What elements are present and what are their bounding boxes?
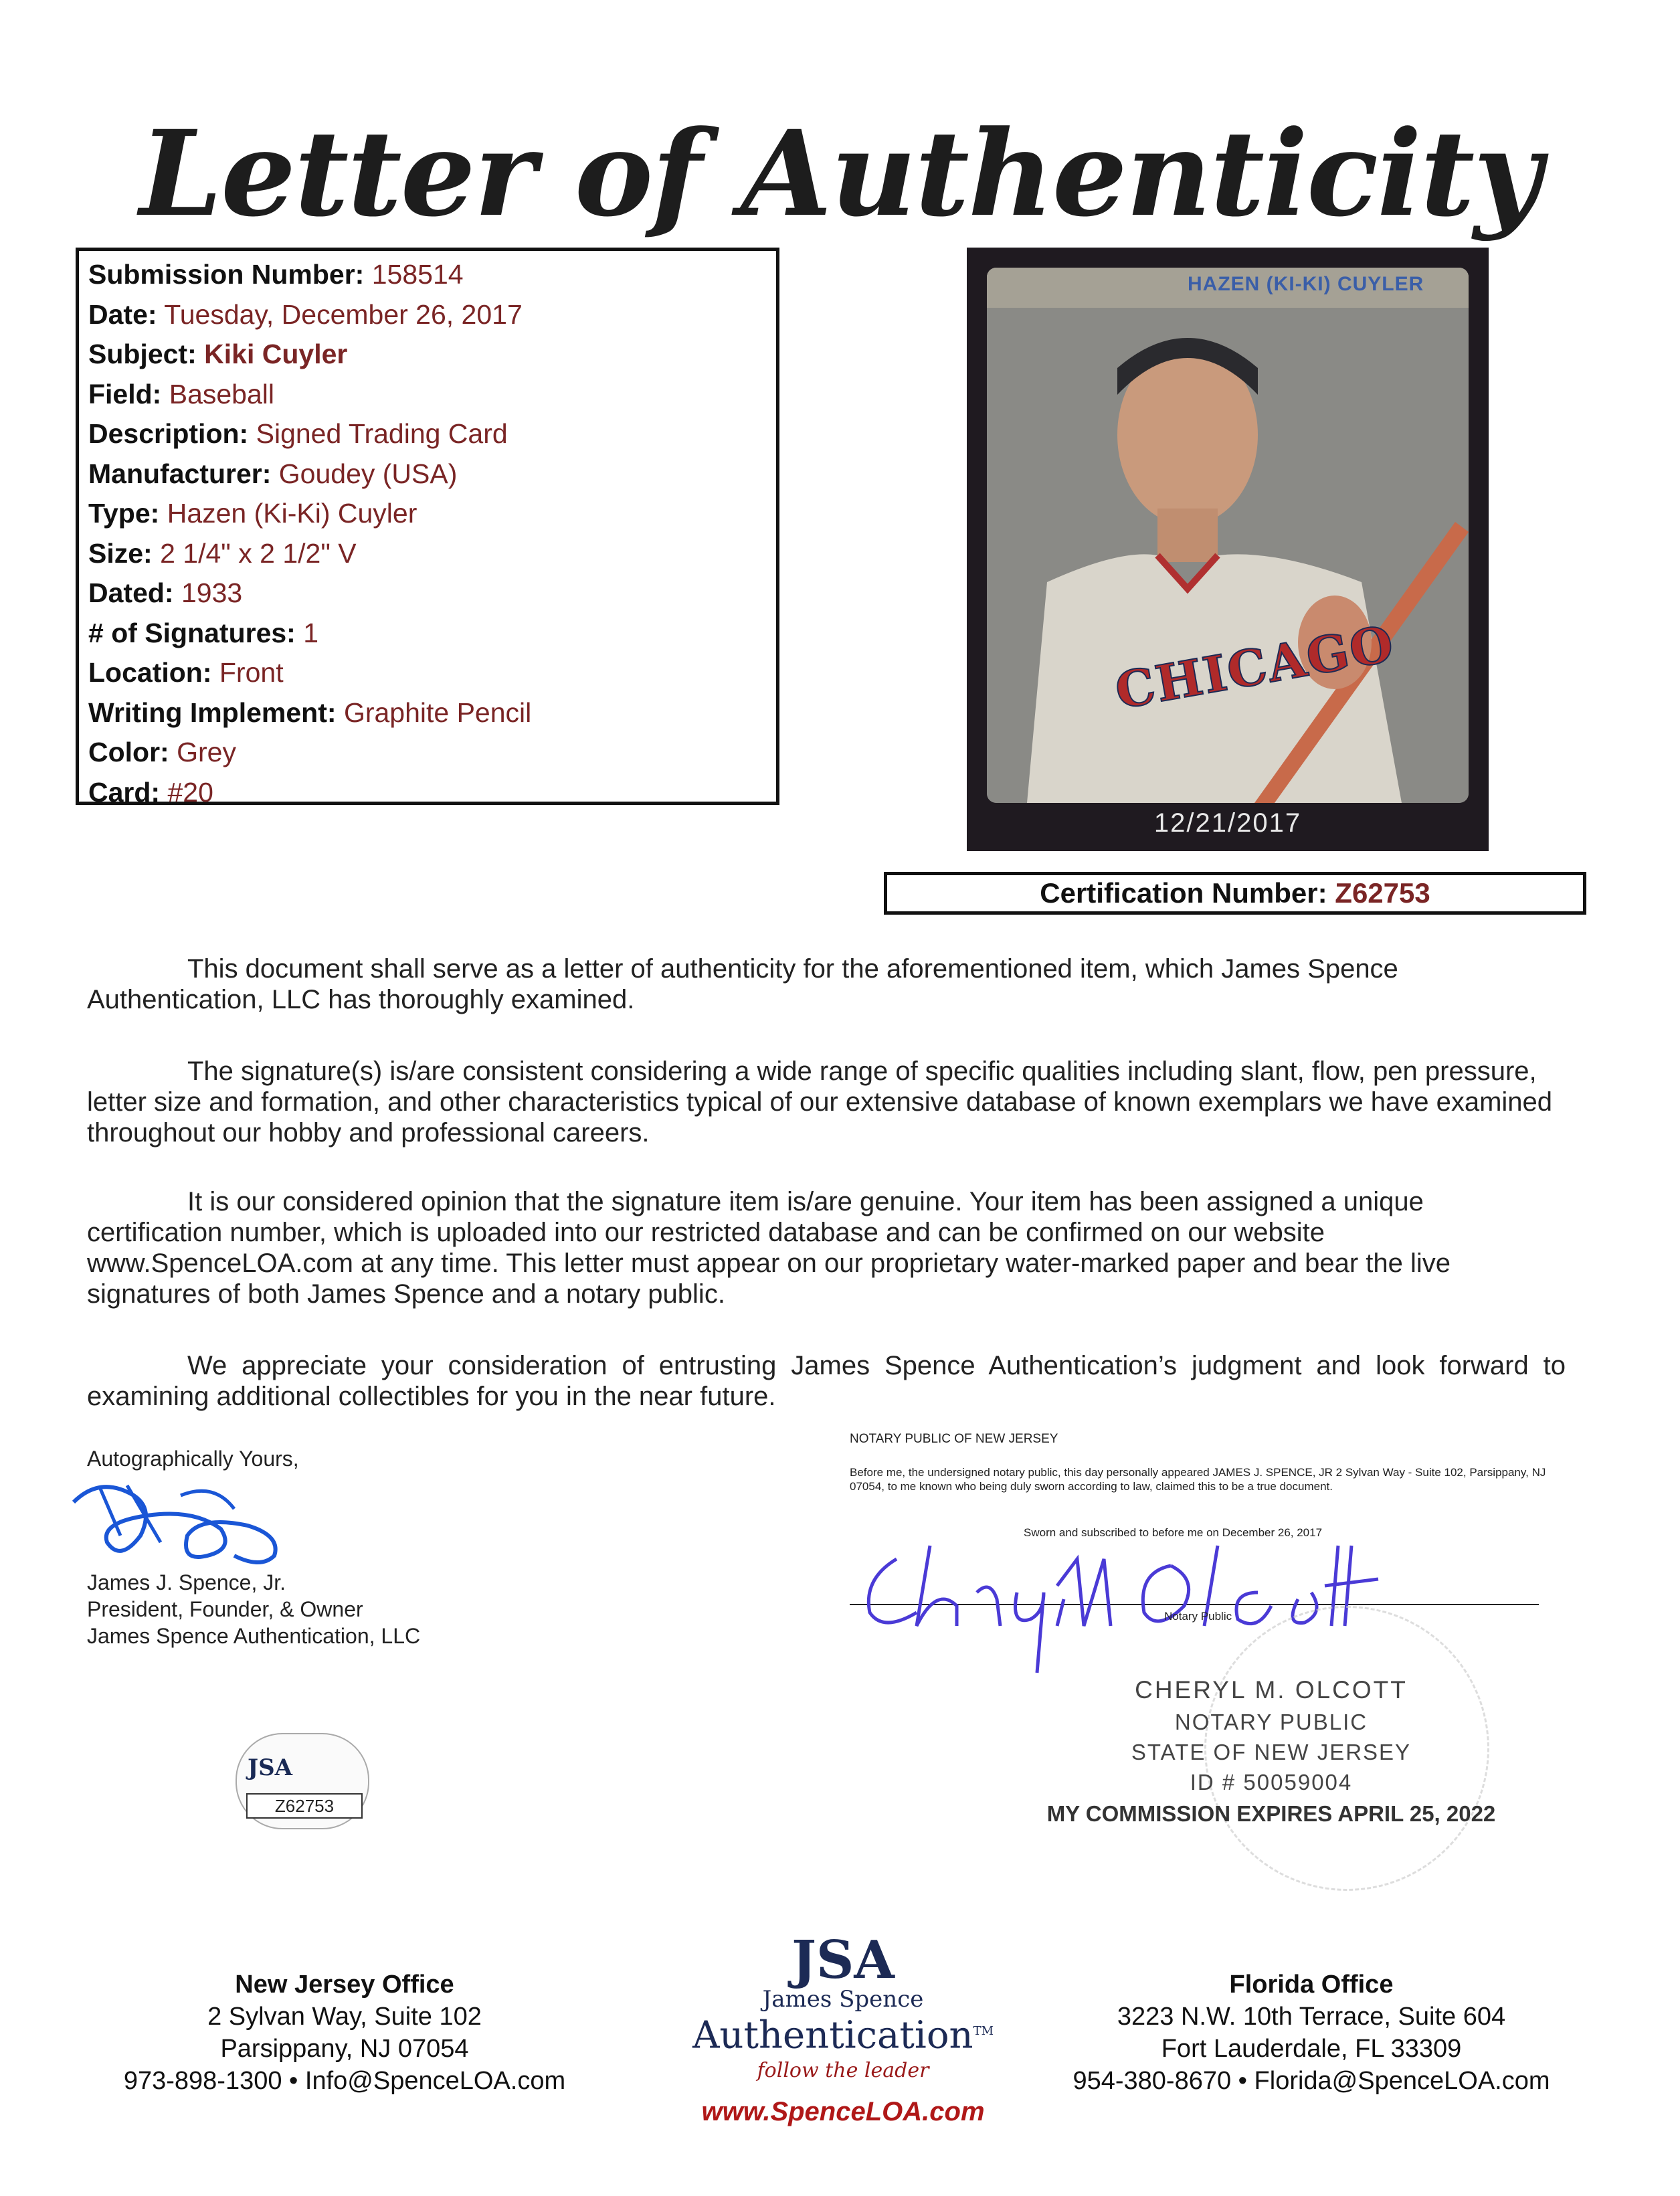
detail-row-location: Location: Front [88,657,284,688]
paragraph-opinion: It is our considered opinion that the signature item is/are genuine. Your item has been assigned a unique certification number, which is uploaded into our restricted database and can be confirmed on our website www.SpenceLOA.com at any time. This letter must appear on our proprietary water-marked paper and bear the live signatures of both James Spence and a notary public. [87,1187,1451,1309]
stamp-commission: MY COMMISSION EXPIRES APRIL 25, 2022 [1046,1801,1496,1826]
notary-header: NOTARY PUBLIC OF NEW JERSEY [850,1432,1058,1446]
footer-nj-office [94,1969,595,2097]
fl-office-city: Fort Lauderdale, FL 33309 [1161,2035,1462,2063]
stamp-state: STATE OF NEW JERSEY [1131,1740,1412,1764]
certification-label: Certification Number: [1040,877,1327,909]
sticker-number: Z62753 [246,1793,363,1819]
paragraph-closing: We appreciate your consideration of entrusting James Spence Authentication’s judgment and look forward to examining additional collectibles for you in the near future. [87,1351,1566,1411]
stamp-name: CHERYL M. OLCOTT [1135,1676,1408,1704]
signer-name: James J. Spence, Jr. [87,1570,286,1594]
trading-card-image [987,268,1469,803]
logo-james-spence: James Spence [762,1986,924,2013]
fl-office-heading: Florida Office [1229,1971,1394,1999]
certification-box [884,872,1586,915]
detail-row-description: Description: Signed Trading Card [88,418,508,449]
fl-office-contact: 954-380-8670 • Florida@SpenceLOA.com [1072,2067,1550,2095]
detail-row-subject: Subject: Kiki Cuyler [88,339,348,369]
document-title: Letter of Authenticity [139,104,1541,243]
detail-row-writing-implement: Writing Implement: Graphite Pencil [88,697,532,728]
footer-website: www.SpenceLOA.com [701,2096,985,2126]
nj-office-heading: New Jersey Office [235,1971,454,1999]
notary-sworn-line: Sworn and subscribed to before me on December 26, 2017 [1024,1526,1323,1539]
detail-row-signatures: # of Signatures: 1 [88,617,319,648]
detail-row-dated: Dated: 1933 [88,577,243,608]
detail-row-submission-number: Submission Number: 158514 [88,259,464,290]
card-banner: HAZEN (KI-KI) CUYLER [1188,273,1424,295]
paragraph-consistency: The signature(s) is/are consistent considering a wide range of specific qualities including slant, flow, pen pressure, letter size and formation, and other characteristics typical of our extensive database of known exemplars we have examined throughout our hobby and professional careers. [87,1057,1553,1148]
item-details-box [76,248,779,808]
logo-authentication: Authentication™ [692,2013,994,2057]
detail-row-field: Field: Baseball [88,378,275,409]
certification-number: Z62753 [1335,877,1430,909]
jersey-lettering: CHICAGO [1111,615,1399,721]
sticker-brand: JSA [248,1754,293,1781]
nj-office-contact: 973-898-1300 • Info@SpenceLOA.com [123,2067,566,2095]
logo-tagline: follow the leader [757,2058,929,2082]
signer-role: President, Founder, & Owner [87,1597,363,1621]
footer-fl-office [1030,1969,1592,2097]
photo-date: 12/21/2017 [1153,808,1302,838]
james-spence-signature [60,1462,301,1569]
detail-row-manufacturer: Manufacturer: Goudey (USA) [88,458,458,489]
stamp-id: ID # 50059004 [1190,1770,1353,1795]
jsa-logo [656,1930,1030,2188]
logo-jsa: JSA [791,1930,895,1991]
notary-statement: Before me, the undersigned notary public, this day personally appeared JAMES J. SPENCE, JR 2 Sylvan Way - Suite 102, Parsippany, NJ 07054, to me known who being duly sworn according to law, claimed this to be a true document. [850,1466,1546,1493]
detail-row-card: Card: #20 [88,776,213,808]
detail-row-type: Type: Hazen (Ki-Ki) Cuyler [88,498,417,529]
detail-row-color: Color: Grey [88,737,236,767]
closing-salutation: Autographically Yours, [87,1447,299,1471]
nj-office-city: Parsippany, NJ 07054 [220,2035,469,2063]
notary-public-label: Notary Public [1164,1610,1232,1623]
stamp-title: NOTARY PUBLIC [1174,1710,1368,1734]
nj-office-address: 2 Sylvan Way, Suite 102 [207,2003,482,2031]
detail-row-date: Date: Tuesday, December 26, 2017 [88,298,523,330]
fl-office-address: 3223 N.W. 10th Terrace, Suite 604 [1117,2003,1506,2031]
detail-row-size: Size: 2 1/4" x 2 1/2" V [88,537,357,569]
jsa-hologram-sticker [236,1733,369,1829]
signer-company: James Spence Authentication, LLC [87,1624,421,1648]
player-illustration [987,268,1469,803]
paragraph-intro: This document shall serve as a letter of authenticity for the aforementioned item, which James Spence Authentication, LLC has thoroughly examined. [87,954,1398,1014]
card-photo-frame [967,248,1489,851]
